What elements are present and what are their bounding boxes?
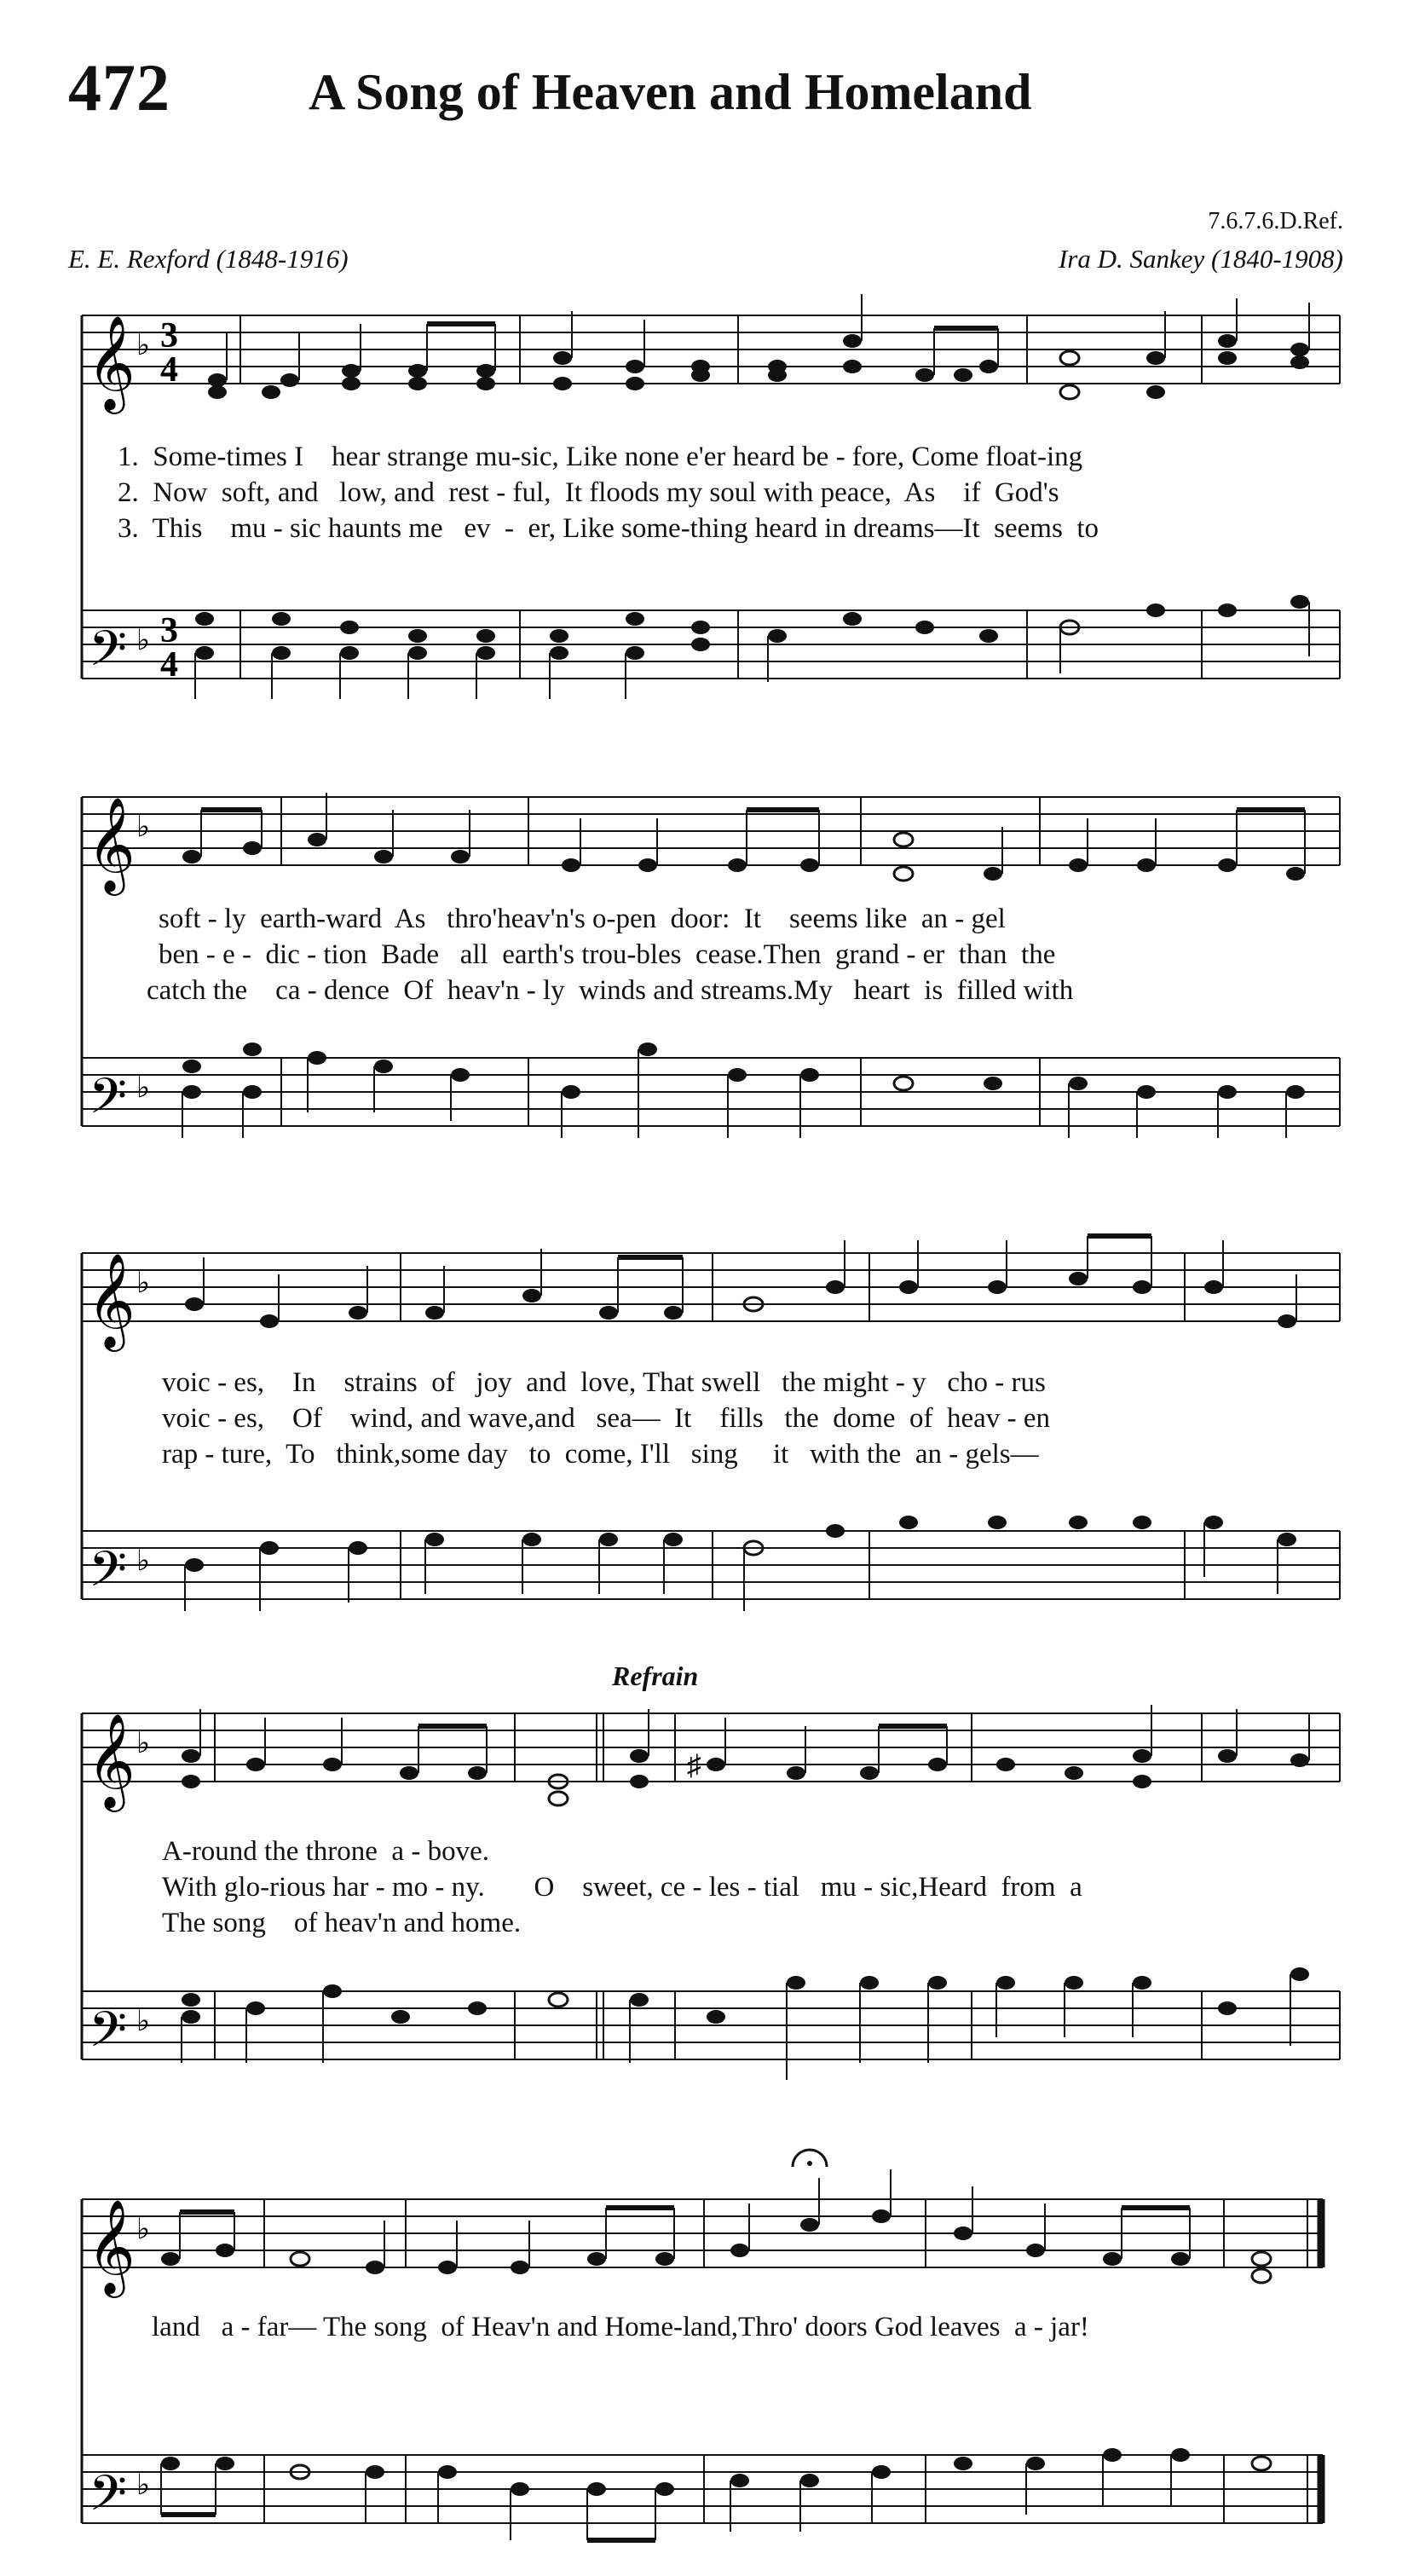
bass-stems	[182, 1974, 1290, 2080]
bass-staff	[82, 610, 1340, 679]
bass-clef-icon: 𝄢	[89, 1540, 128, 1610]
flat-icon: ♭	[136, 1072, 151, 1104]
note-beams	[427, 324, 998, 328]
time-sig-bottom: 4	[160, 645, 178, 684]
treble-notes	[182, 1749, 1309, 1805]
flat-icon: ♭	[136, 2006, 151, 2037]
lyric-line-2: With glo-rious har - mo - ny. O sweet, ce - les - tial mu - sic,Heard from a	[162, 1872, 1082, 1903]
treble-notes	[182, 833, 1305, 881]
bass-clef-icon: 𝄢	[89, 1067, 128, 1137]
treble-notes	[185, 1272, 1296, 1328]
treble-clef-icon: 𝄞	[87, 1252, 136, 1348]
bass-beams	[161, 2515, 655, 2540]
treble-notes	[161, 2209, 1271, 2283]
bass-stems	[185, 1522, 1278, 1611]
bass-notes	[182, 1967, 1309, 2024]
flat-icon: ♭	[136, 1545, 151, 1577]
note-beams	[618, 1236, 1151, 1257]
music-system-5	[0, 2131, 1408, 2557]
bass-staff	[82, 2455, 1323, 2523]
sharp-icon: ♯	[687, 1750, 701, 1782]
bass-clef-icon: 𝄢	[89, 620, 128, 690]
time-sig-top: 3	[160, 316, 178, 355]
lyric-line-1: soft - ly earth-ward As thro'heav'n's o-pen door: It seems like an - gel	[159, 904, 1006, 934]
meter: 7.6.7.6.D.Ref.	[1208, 208, 1343, 234]
bass-notes	[185, 1516, 1296, 1572]
lyric-line-1: voic - es, In strains of joy and love, That swell the might - y cho - rus	[162, 1367, 1046, 1398]
bass-stems	[182, 1049, 1286, 1138]
bass-stems	[161, 2455, 1171, 2540]
note-stems	[204, 1236, 1296, 1321]
lyric-line-3: rap - ture, To think,some day to come, I'll sing it with the an - gels—	[162, 1439, 1039, 1470]
lyric-line-3: catch the ca - dence Of heav'n - ly winds and streams.My heart is filled with	[147, 975, 1074, 1006]
lyric-line-1: A-round the throne a - bove.	[162, 1836, 489, 1867]
words-credit: E. E. Rexford (1848-1916)	[68, 244, 349, 274]
hymn-number: 472	[68, 50, 170, 124]
bass-notes	[182, 1043, 1305, 1099]
lyric-line-3: The song of heav'n and home.	[162, 1908, 522, 1938]
bass-staff	[82, 1531, 1340, 1599]
lyric-line-3: 3. This mu - sic haunts me ev - er, Like some-thing heard in dreams—It seems to	[118, 513, 1099, 544]
note-stems	[200, 1705, 1309, 1773]
flat-icon: ♭	[136, 2469, 151, 2501]
treble-staff	[82, 315, 1340, 384]
time-sig-bottom: 4	[160, 350, 178, 390]
refrain-label: Refrain	[612, 1661, 699, 1691]
lyric-line-2: voic - es, Of wind, and wave,and sea— It fills the dome of heav - en	[162, 1403, 1050, 1434]
lyric-line-1: 1. Some-times I hear strange mu-sic, Like none e'er heard be - fore, Come float-ing	[118, 442, 1083, 472]
bass-stems	[195, 602, 1309, 699]
flat-icon: ♭	[136, 625, 151, 656]
flat-icon: ♭	[136, 1728, 151, 1759]
time-sig-top: 3	[160, 611, 178, 650]
music-system-1	[0, 290, 1408, 733]
treble-clef-icon: 𝄞	[87, 315, 136, 410]
treble-clef-icon: 𝄞	[87, 1713, 136, 1808]
treble-staff	[82, 797, 1340, 865]
fermata-dot	[807, 2161, 812, 2166]
flat-icon: ♭	[136, 1268, 151, 1299]
bass-clef-icon: 𝄢	[89, 2001, 128, 2071]
hymn-title: A Song of Heaven and Homeland	[309, 64, 1032, 120]
bass-staff	[82, 1991, 1340, 2059]
treble-clef-icon: 𝄞	[87, 796, 136, 892]
music-credit: Ira D. Sankey (1840-1908)	[1058, 244, 1343, 274]
bass-clef-icon: 𝄢	[89, 2464, 128, 2534]
lyric-line-1: land a - far— The song of Heav'n and Home-land,Thro' doors God leaves a - jar!	[152, 2312, 1089, 2342]
treble-clef-icon: 𝄞	[87, 2198, 136, 2294]
flat-icon: ♭	[136, 811, 151, 843]
flat-icon: ♭	[136, 330, 151, 361]
barlines	[264, 2199, 1307, 2523]
flat-icon: ♭	[136, 2214, 151, 2245]
lyric-line-2: 2. Now soft, and low, and rest - ful, It floods my soul with peace, As if God's	[118, 477, 1059, 508]
lyric-line-2: ben - e - dic - tion Bade all earth's trou-bles cease.Then grand - er than the	[159, 939, 1056, 970]
note-beams	[180, 2208, 1190, 2212]
